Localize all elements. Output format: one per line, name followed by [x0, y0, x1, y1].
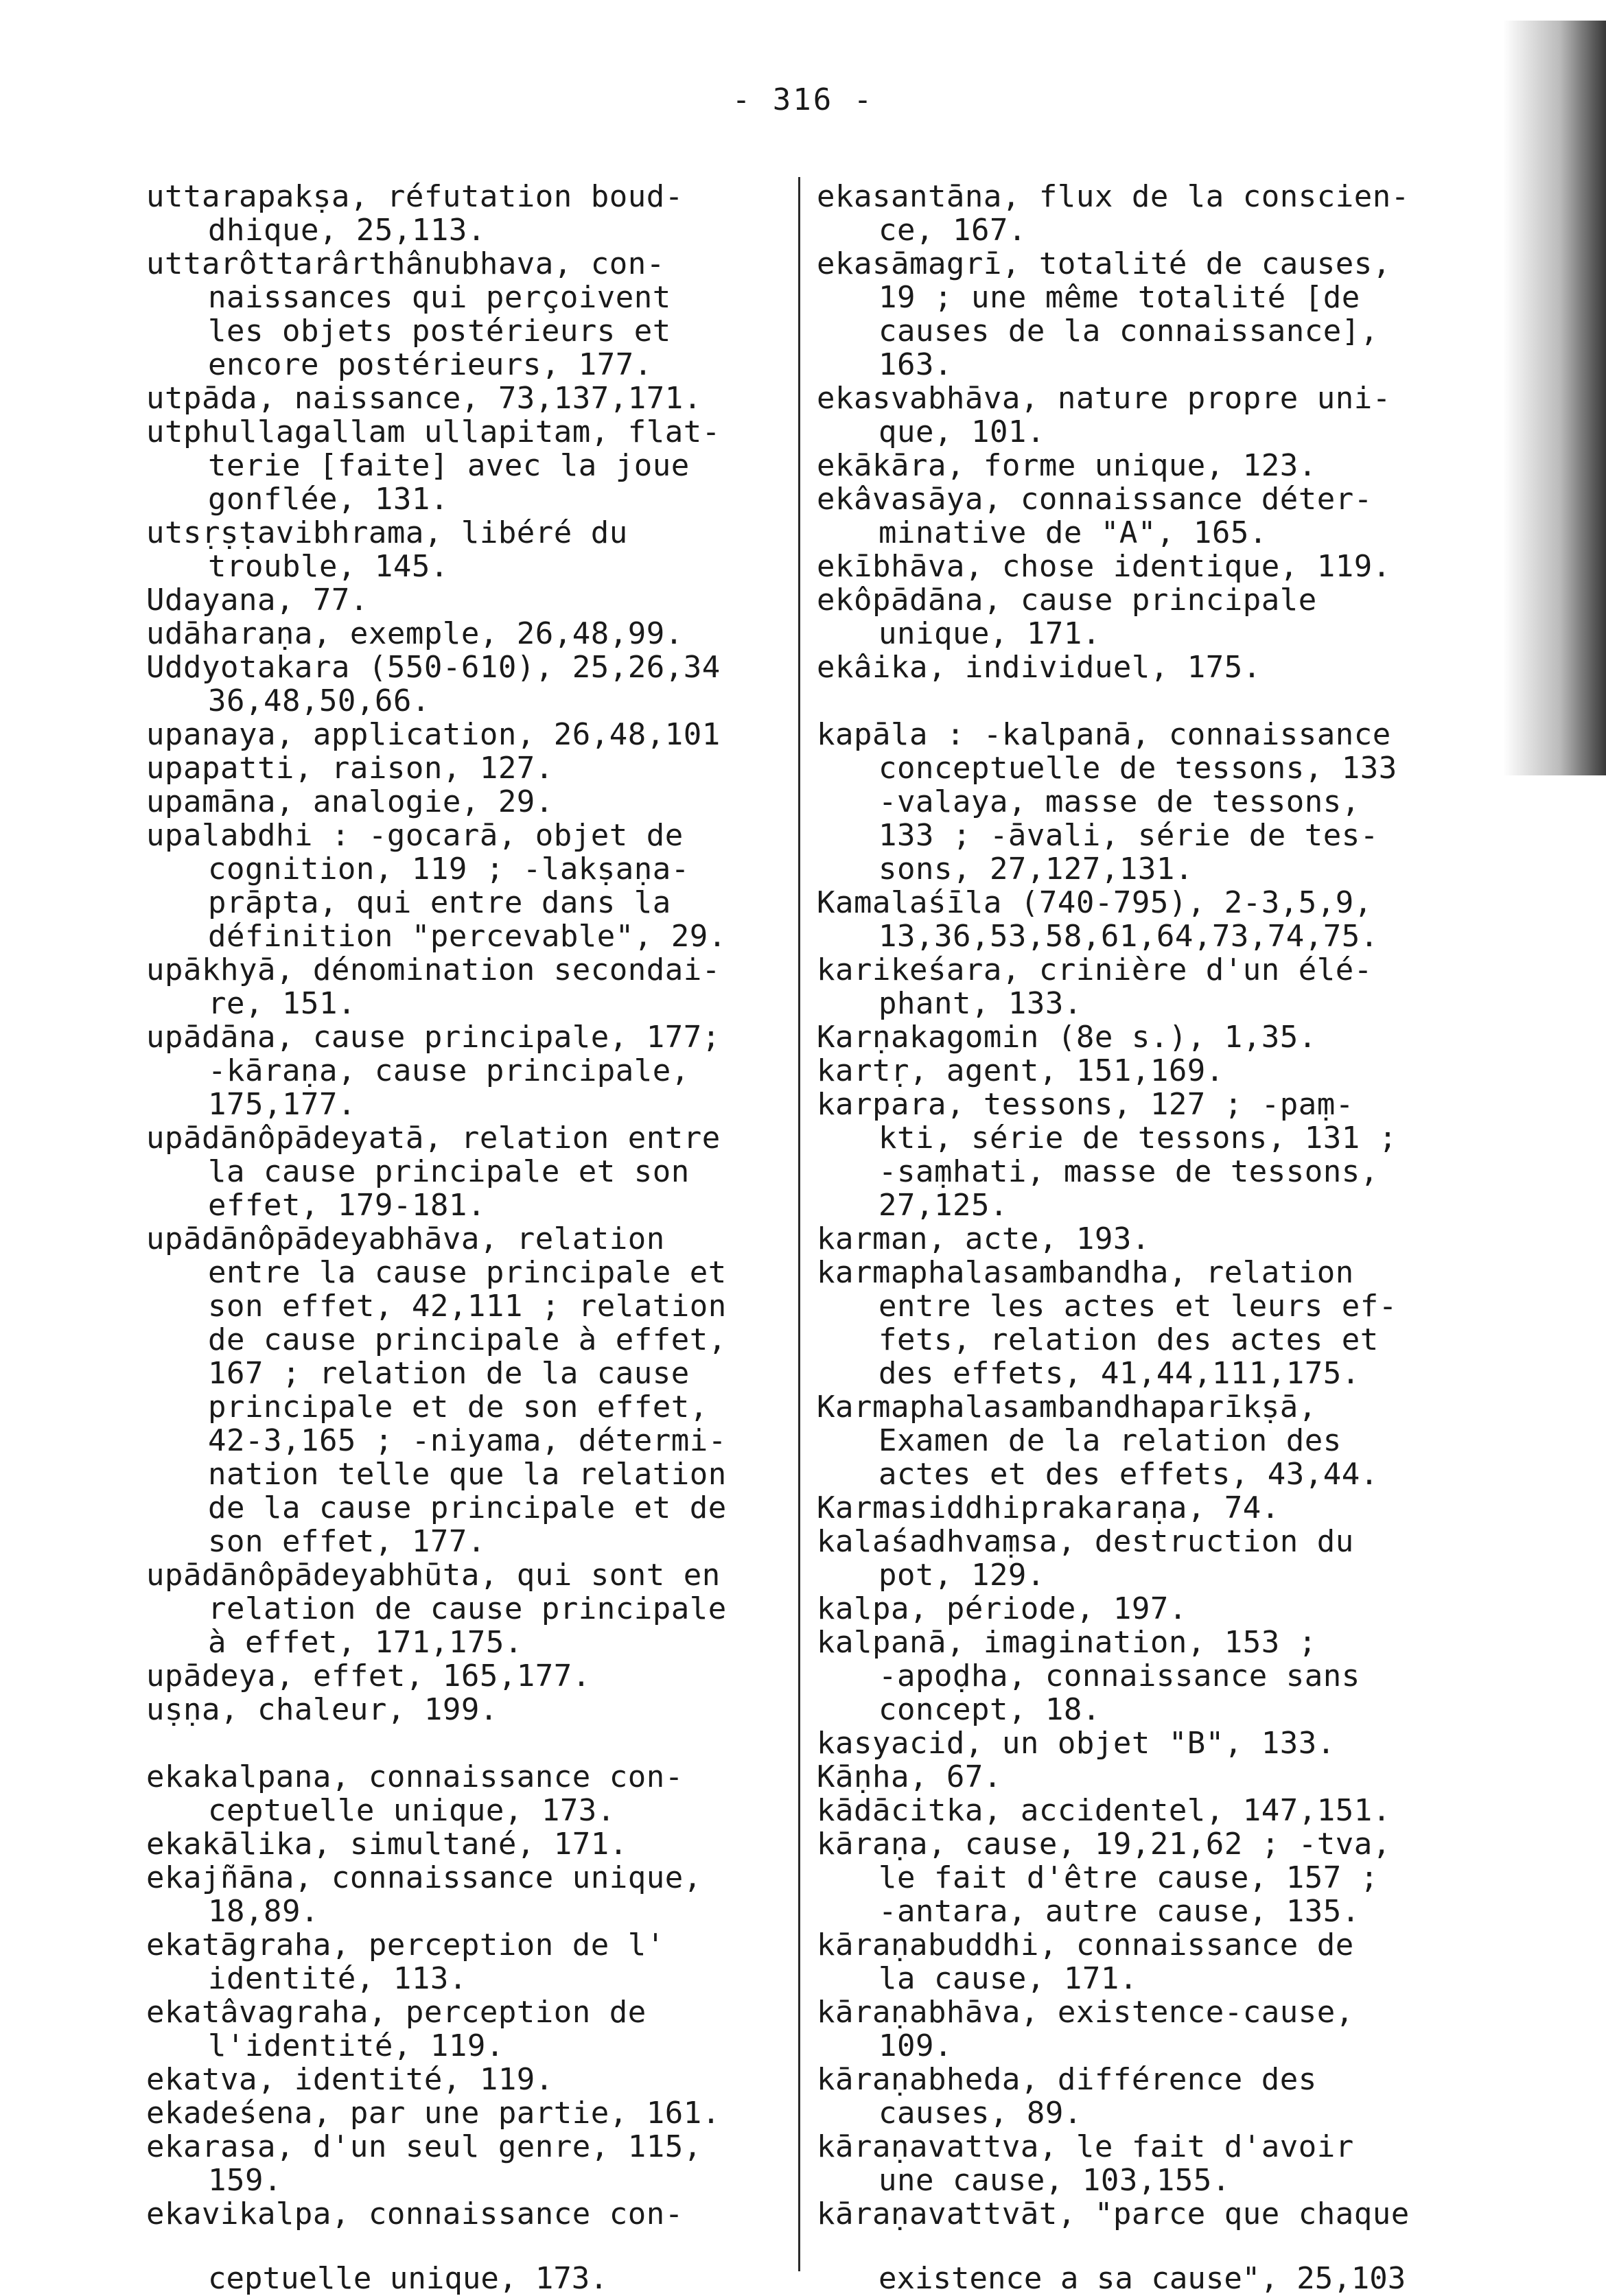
- cut-off-line-left: ceptuelle unique, 173.: [208, 2261, 608, 2296]
- index-entry: ekatva, identité, 119.: [146, 2062, 554, 2097]
- index-entry: karpara, tessons, 127 ; -paṃ- kti, série de tessons, 131 ; -saṃhati, masse de tessons, 27,125.: [817, 1087, 1397, 1223]
- index-entry: Uddyotakara (550-610), 25,26,34 36,48,50,66.: [146, 650, 721, 718]
- index-entry: karmaphalasambandha, relation entre les actes et leurs ef- fets, relation des actes et des effets, 41,44,111,175.: [817, 1255, 1397, 1391]
- index-entry: kalpanā, imagination, 153 ; -apoḍha, connaissance sans concept, 18.: [817, 1625, 1360, 1727]
- index-entry: ekâika, individuel, 175.: [817, 650, 1261, 685]
- index-entry: uttarôttarârthânubhava, con- naissances qui perçoivent les objets postérieurs et encore postérieurs, 177.: [146, 246, 671, 382]
- index-entry: upapatti, raison, 127.: [146, 751, 554, 786]
- index-entry: udāharaṇa, exemple, 26,48,99.: [146, 616, 684, 651]
- index-entry: ekasvabhāva, nature propre uni- que, 101.: [817, 381, 1391, 449]
- index-entry: utpāda, naissance, 73,137,171.: [146, 381, 702, 416]
- index-entry: Kamalaśīla (740-795), 2-3,5,9, 13,36,53,58,61,64,73,74,75.: [817, 885, 1379, 954]
- index-entry: ekasāmagrī, totalité de causes, 19 ; une même totalité [de causes de la connaissance], 163.: [817, 246, 1391, 382]
- index-entry: kartṛ, agent, 151,169.: [817, 1053, 1224, 1088]
- index-entry: kāraṇabhāva, existence-cause, 109.: [817, 1995, 1354, 2063]
- index-column-left: [146, 180, 784, 2231]
- index-entry: ekadeśena, par une partie, 161.: [146, 2096, 721, 2131]
- index-entry: kalpa, période, 197.: [817, 1591, 1187, 1626]
- index-entry: kādācitka, accidentel, 147,151.: [817, 1793, 1391, 1828]
- index-entry: ekatāgraha, perception de l' identité, 113.: [146, 1928, 665, 1996]
- index-entry: upādānôpādeyatā, relation entre la cause principale et son effet, 179-181.: [146, 1121, 721, 1223]
- index-entry: upādāna, cause principale, 177; -kāraṇa, cause principale, 175,177.: [146, 1020, 721, 1122]
- page-number: - 316 -: [732, 82, 874, 117]
- index-entry: ekakālika, simultané, 171.: [146, 1827, 628, 1862]
- index-entry: upādeya, effet, 165,177.: [146, 1659, 591, 1694]
- section-gap: [146, 1726, 784, 1760]
- index-entry: kalaśadhvaṃsa, destruction du pot, 129.: [817, 1524, 1354, 1593]
- index-entry: kasyacid, un objet "B", 133.: [817, 1726, 1336, 1761]
- index-entry: ekarasa, d'un seul genre, 115, 159.: [146, 2129, 702, 2198]
- index-entry: uṣṇa, chaleur, 199.: [146, 1692, 498, 1727]
- index-entry: ekôpādāna, cause principale unique, 171.: [817, 583, 1317, 651]
- index-entry: kāraṇabuddhi, connaissance de la cause, 171.: [817, 1928, 1354, 1996]
- index-entry: ekavikalpa, connaissance con-: [146, 2197, 684, 2231]
- index-entry: utphullagallam ullapitam, flat- terie [faite] avec la joue gonflée, 131.: [146, 414, 721, 517]
- index-entry: kāraṇavattvāt, "parce que chaque: [817, 2197, 1410, 2231]
- index-entry: ekatâvagraha, perception de l'identité, 119.: [146, 1995, 647, 2063]
- index-entry: Karṇakagomin (8e s.), 1,35.: [817, 1020, 1317, 1055]
- index-entry: ekībhāva, chose identique, 119.: [817, 549, 1391, 584]
- index-entry: ekakalpana, connaissance con- ceptuelle unique, 173.: [146, 1759, 684, 1828]
- index-entry: Karmaphalasambandhaparīkṣā, Examen de la relation des actes et des effets, 43,44.: [817, 1390, 1379, 1492]
- index-entry: upamāna, analogie, 29.: [146, 784, 554, 819]
- index-entry: upanaya, application, 26,48,101: [146, 717, 721, 752]
- index-entry: upādānôpādeyabhūta, qui sont en relation de cause principale à effet, 171,175.: [146, 1558, 727, 1660]
- index-entry: Udayana, 77.: [146, 583, 369, 618]
- index-entry: ekasantāna, flux de la conscien- ce, 167.: [817, 179, 1410, 248]
- scan-edge-shadow: [1503, 21, 1606, 775]
- column-divider: [798, 177, 800, 2271]
- index-entry: karman, acte, 193.: [817, 1221, 1150, 1256]
- index-entry: upākhyā, dénomination secondai- re, 151.: [146, 952, 721, 1021]
- index-entry: kāraṇavattva, le fait d'avoir une cause, 103,155.: [817, 2129, 1354, 2198]
- section-gap: [817, 684, 1455, 718]
- index-entry: ekākāra, forme unique, 123.: [817, 448, 1317, 483]
- index-entry: kāraṇabheda, différence des causes, 89.: [817, 2062, 1317, 2131]
- index-entry: Kāṇha, 67.: [817, 1759, 1002, 1794]
- index-entry: upalabdhi : -gocarā, objet de cognition, 119 ; -lakṣaṇa- prāpta, qui entre dans la définition "percevable", 29.: [146, 818, 727, 954]
- index-column-right: [817, 180, 1455, 2231]
- index-entry: ekâvasāya, connaissance déter- minative de "A", 165.: [817, 482, 1373, 550]
- index-entry: upādānôpādeyabhāva, relation entre la cause principale et son effet, 42,111 ; relation de cause principale à effet, 167 ; relation de la cause principale et de son effet, 42-3,165 ; -niyama, détermi- nation telle que la relation de la cause principale et de son effet, 177.: [146, 1221, 727, 1559]
- index-entry: utsṛṣṭavibhrama, libéré du trouble, 145.: [146, 515, 628, 584]
- index-entry: ekajñāna, connaissance unique, 18,89.: [146, 1860, 702, 1929]
- index-entry: Karmasiddhiprakaraṇa, 74.: [817, 1490, 1280, 1525]
- index-entry: karikeśara, crinière d'un élé- phant, 133.: [817, 952, 1373, 1021]
- index-entry: uttarapakṣa, réfutation boud- dhique, 25,113.: [146, 179, 684, 248]
- cut-off-line-right: existence a sa cause", 25,103: [878, 2261, 1406, 2296]
- index-entry: kāraṇa, cause, 19,21,62 ; -tva, le fait d'être cause, 157 ; -antara, autre cause, 135.: [817, 1827, 1391, 1929]
- index-entry: kapāla : -kalpanā, connaissance conceptuelle de tessons, 133 -valaya, masse de tessons, 133 ; -āvali, série de tes- sons, 27,127,131.: [817, 717, 1397, 887]
